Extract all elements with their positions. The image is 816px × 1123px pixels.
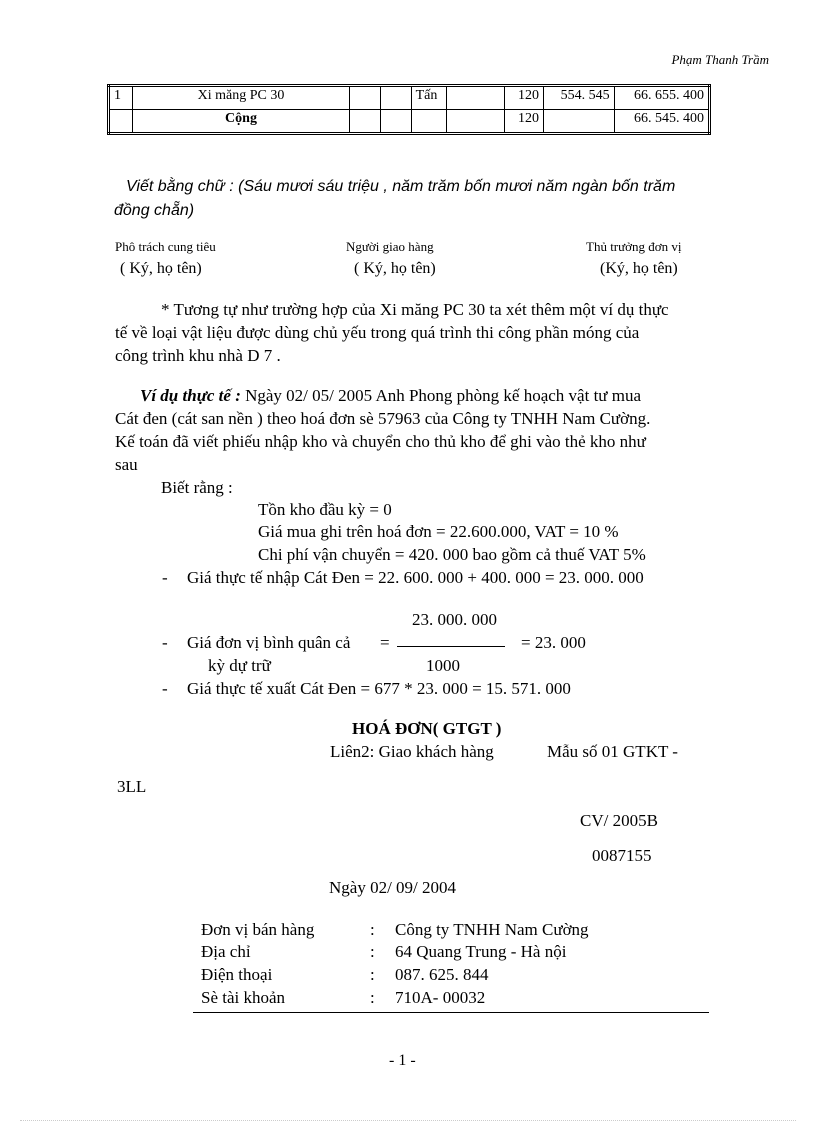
calc-line: kỳ dự trữ (208, 656, 271, 675)
field-colon: : (370, 942, 375, 961)
page-number: - 1 - (389, 1052, 416, 1069)
calc-line: Giá đơn vị bình quân cả (187, 633, 351, 652)
bullet-dash: - (162, 633, 168, 652)
field-label: Sè tài khoản (201, 988, 286, 1007)
table-cell (380, 110, 411, 134)
signature-role-deliverer: Người giao hàng (346, 239, 434, 254)
given-title: Biết rằng : (161, 478, 233, 497)
field-value: Công ty TNHH Nam Cường (395, 920, 589, 939)
signature-note-head: (Ký, họ tên) (600, 260, 678, 277)
page-edge (20, 1120, 796, 1121)
fraction-numerator: 23. 000. 000 (412, 610, 497, 629)
table-cell: 1 (109, 86, 133, 110)
bullet-dash: - (162, 679, 168, 698)
bullet-dash: - (162, 568, 168, 587)
invoice-form-suffix: 3LL (117, 777, 147, 796)
field-label: Địa chỉ (201, 942, 251, 961)
field-colon: : (370, 920, 375, 939)
paragraph-line: * Tương tự như trường hợp của Xi măng PC 30 ta xét thêm một ví dụ thực (161, 300, 669, 319)
invoice-form: Mẫu số 01 GTKT - (547, 742, 678, 761)
table-cell: Cộng (132, 110, 349, 134)
field-colon: : (370, 965, 375, 984)
divider (193, 1012, 709, 1013)
given-line: Giá mua ghi trên hoá đơn = 22.600.000, VAT = 10 % (258, 522, 619, 541)
table-cell (380, 86, 411, 110)
given-line: Chi phí vận chuyển = 420. 000 bao gồm cả thuế VAT 5% (258, 545, 646, 564)
amount-words-line: đồng chẵn) (114, 202, 195, 219)
invoice-date: Ngày 02/ 09/ 2004 (329, 878, 457, 897)
table-row (109, 86, 710, 110)
invoice-title: HOÁ ĐƠN( GTGT ) (352, 719, 502, 738)
invoice-copy: Liên2: Giao khách hàng (330, 742, 494, 761)
example-label: Ví dụ thực tế : (140, 386, 241, 405)
table-cell: 66. 655. 400 (614, 86, 709, 110)
author-name: Phạm Thanh Trầm (671, 52, 769, 67)
signature-role-supply: Phô trách cung tiêu (115, 239, 216, 254)
table-cell (350, 86, 381, 110)
field-value: 710A- 00032 (395, 988, 486, 1007)
table-cell: 120 (505, 110, 544, 134)
table-cell: Tấn (411, 86, 446, 110)
amount-words-line: Viết bằng chữ : (Sáu mươi sáu triệu , năm trăm bốn mươi năm ngàn bốn trăm (126, 178, 676, 195)
fraction-denominator: 1000 (426, 656, 460, 675)
calc-line: Giá thực tế nhập Cát Đen = 22. 600. 000 + 400. 000 = 23. 000. 000 (187, 568, 644, 587)
table-cell: 66. 545. 400 (614, 110, 709, 134)
invoice-number: 0087155 (592, 846, 652, 865)
field-value: 087. 625. 844 (395, 965, 489, 984)
invoice-series: CV/ 2005B (580, 811, 658, 830)
paragraph-example (115, 384, 725, 476)
signature-role-head: Thủ trưởng đơn vị (586, 239, 682, 254)
table-cell (446, 110, 504, 134)
table-cell (109, 110, 133, 134)
paragraph-line: Cát đen (cát san nền ) theo hoá đơn sè 57963 của Công ty TNHH Nam Cường. (115, 409, 651, 428)
paragraph-line: công trình khu nhà D 7 . (115, 346, 281, 365)
table-cell: 120 (505, 86, 544, 110)
field-value: 64 Quang Trung - Hà nội (395, 942, 567, 961)
field-label: Điện thoại (201, 965, 273, 984)
field-label: Đơn vị bán hàng (201, 920, 315, 939)
table-cell (446, 86, 504, 110)
goods-table (107, 84, 711, 135)
field-colon: : (370, 988, 375, 1007)
paragraph-line: Kế toán đã viết phiếu nhập kho và chuyển cho thủ kho để ghi vào thẻ kho như (115, 432, 646, 451)
table-cell (411, 110, 446, 134)
table-cell (350, 110, 381, 134)
paragraph-line: tế về loại vật liệu được dùng chủ yếu trong quá trình thi công phần móng của (115, 323, 640, 342)
paragraph-line: sau (115, 455, 138, 474)
table-row (109, 110, 710, 134)
amount-in-words (116, 175, 736, 223)
signature-note-deliverer: ( Ký, họ tên) (354, 260, 436, 277)
equals-sign: = (380, 633, 390, 652)
table-cell: 554. 545 (543, 86, 614, 110)
table-cell: Xi măng PC 30 (132, 86, 349, 110)
fraction-bar (397, 646, 505, 647)
table-cell (543, 110, 614, 134)
given-line: Tồn kho đầu kỳ = 0 (258, 500, 392, 519)
signature-note-supply: ( Ký, họ tên) (120, 260, 202, 277)
calc-line: Giá thực tế xuất Cát Đen = 677 * 23. 000 = 15. 571. 000 (187, 679, 571, 698)
calc-result: = 23. 000 (521, 633, 586, 652)
paragraph-line: Ngày 02/ 05/ 2005 Anh Phong phòng kế hoạch vật tư mua (240, 386, 642, 405)
paragraph-similar-case (115, 298, 725, 367)
